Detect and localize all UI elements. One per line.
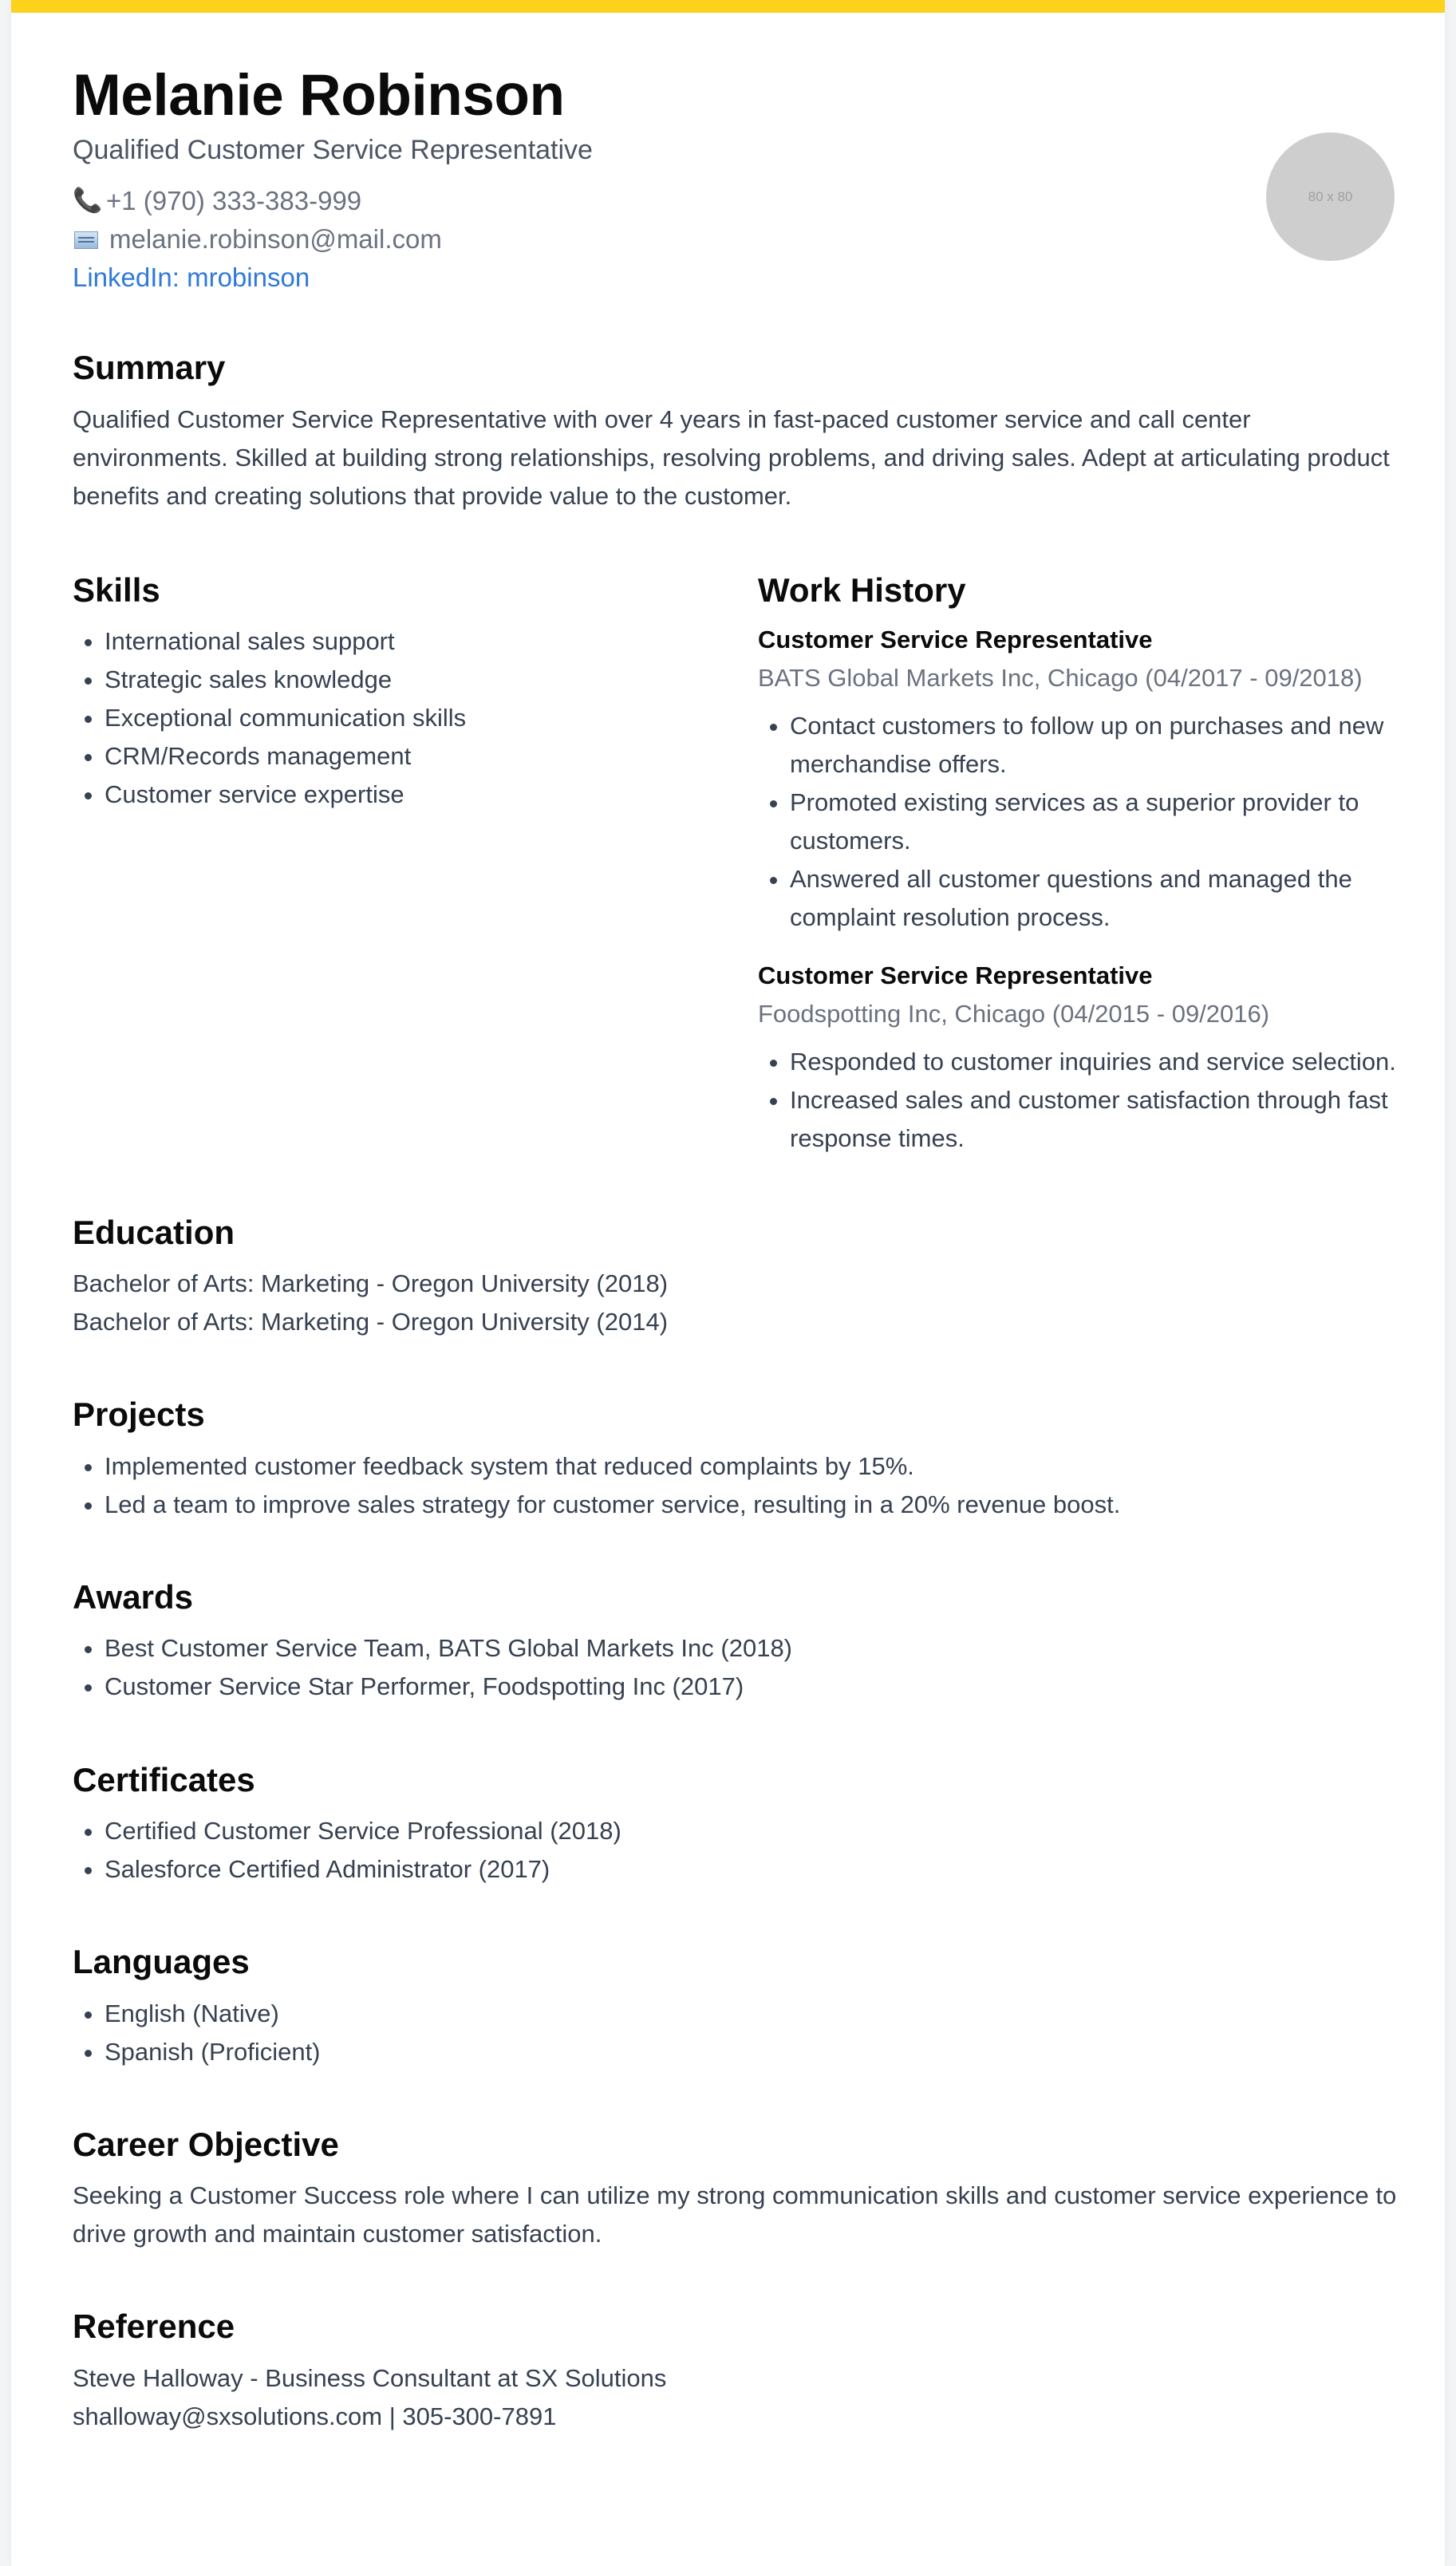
languages-title: Languages (73, 1943, 250, 1981)
candidate-title: Qualified Customer Service Representative (73, 134, 593, 165)
linkedin-link[interactable]: LinkedIn: mrobinson (73, 262, 310, 292)
certificates-section (73, 1759, 1396, 1889)
phone-number: +1 (970) 333-383-999 (106, 185, 362, 215)
job-entry (758, 621, 1396, 937)
skill-item: • Customer service expertise (105, 776, 703, 814)
award-item: • Best Customer Service Team, BATS Global Markets Inc (2018) (105, 1629, 1396, 1668)
education-title: Education (73, 1213, 235, 1251)
skill-item: • Exceptional communication skills (105, 699, 703, 737)
projects-section (73, 1394, 1396, 1524)
skills-list (73, 622, 703, 814)
education-item: Bachelor of Arts: Marketing - Oregon University (2018) (73, 1269, 669, 1298)
education-section (73, 1212, 1396, 1342)
section-spacer (73, 1524, 1396, 1577)
section-spacer (73, 1889, 1396, 1941)
summary-text: Qualified Customer Service Representative with over 4 years in fast-paced customer service and call center environments. Skilled at building strong relationships, resolving problems, and driving sales. Adept at articulating product benefits and creating solutions that provide value to the customer. (73, 405, 1390, 510)
summary-title: Summary (73, 349, 226, 386)
career-objective-section (73, 2124, 1396, 2254)
job-bullet: • Responded to customer inquiries and service selection. (790, 1043, 1396, 1081)
email-row (73, 220, 1396, 259)
section-spacer (73, 2253, 1396, 2306)
project-item: • Led a team to improve sales strategy for customer service, resulting in a 20% revenue boost. (105, 1486, 1396, 1524)
phone-row (73, 182, 1396, 220)
language-item: • English (Native) (105, 1995, 1396, 2033)
section-spacer (73, 1707, 1396, 1759)
project-item: • Implemented customer feedback system that reduced complaints by 15%. (105, 1447, 1396, 1486)
job-title: Customer Service Representative (758, 961, 1153, 989)
summary-section (73, 347, 1396, 515)
education-list (73, 1265, 1396, 1341)
projects-list (73, 1447, 1396, 1524)
job-bullet: • Promoted existing services as a superior provider to customers. (790, 784, 1396, 860)
certificate-item: • Certified Customer Service Professional (2018) (105, 1812, 1396, 1850)
reference-line-2: shalloway@sxsolutions.com | 305-300-7891 (73, 2402, 557, 2430)
awards-title: Awards (73, 1577, 193, 1616)
languages-list (73, 1995, 1396, 2071)
education-item: Bachelor of Arts: Marketing - Oregon University (2014) (73, 1308, 669, 1336)
skills-work-grid (73, 570, 1396, 1158)
email-icon (74, 231, 98, 249)
job-bullet: • Answered all customer questions and managed the complaint resolution process. (790, 860, 1396, 937)
job-bullet: • Contact customers to follow up on purchases and new merchandise offers. (790, 707, 1396, 784)
award-item: • Customer Service Star Performer, Foodspotting Inc (2017) (105, 1668, 1396, 1706)
languages-section (73, 1941, 1396, 2071)
job-title: Customer Service Representative (758, 626, 1153, 654)
work-history-title: Work History (758, 570, 966, 609)
language-item: • Spanish (Proficient) (105, 2033, 1396, 2071)
reference-title: Reference (73, 2307, 235, 2346)
job-meta: Foodspotting Inc, Chicago (04/2015 - 09/2016) (758, 999, 1270, 1028)
awards-list (73, 1629, 1396, 1706)
skill-item: • Strategic sales knowledge (105, 661, 703, 699)
certificates-title: Certificates (73, 1760, 255, 1798)
skills-title: Skills (73, 570, 160, 609)
section-spacer (73, 1158, 1396, 1212)
linkedin-row[interactable] (73, 259, 1396, 297)
job-bullets (758, 707, 1396, 937)
resume-header (73, 62, 1396, 347)
section-spacer (73, 1341, 1396, 1394)
section-spacer (73, 2071, 1396, 2124)
avatar-placeholder (1266, 132, 1395, 261)
certificates-list (73, 1812, 1396, 1889)
job-meta: BATS Global Markets Inc, Chicago (04/2017 - 09/2018) (758, 664, 1363, 693)
avatar-label: 80 x 80 (1308, 188, 1353, 204)
candidate-name: Melanie Robinson (73, 63, 565, 128)
contact-block (73, 182, 1396, 297)
awards-section (73, 1577, 1396, 1707)
resume-page (11, 0, 1445, 2566)
projects-title: Projects (73, 1396, 205, 1434)
skills-section (73, 570, 703, 1158)
job-entry (758, 957, 1396, 1158)
reference-line-1: Steve Halloway - Business Consultant at SX Solutions (73, 2363, 667, 2392)
career-objective-title: Career Objective (73, 2125, 339, 2163)
work-history-section (758, 570, 1396, 1158)
phone-icon: 📞 (73, 188, 103, 214)
skill-item: • International sales support (105, 622, 703, 661)
job-bullets (758, 1043, 1396, 1158)
email-address: melanie.robinson@mail.com (109, 223, 442, 254)
reference-section (73, 2306, 1396, 2436)
reference-lines (73, 2359, 1396, 2436)
certificate-item: • Salesforce Certified Administrator (2017) (105, 1850, 1396, 1889)
job-bullet: • Increased sales and customer satisfaction through fast response times. (790, 1081, 1396, 1158)
skill-item: • CRM/Records management (105, 737, 703, 776)
career-objective-text: Seeking a Customer Success role where I can utilize my strong communication skills and customer service experience to drive growth and maintain customer satisfaction. (73, 2181, 1397, 2248)
